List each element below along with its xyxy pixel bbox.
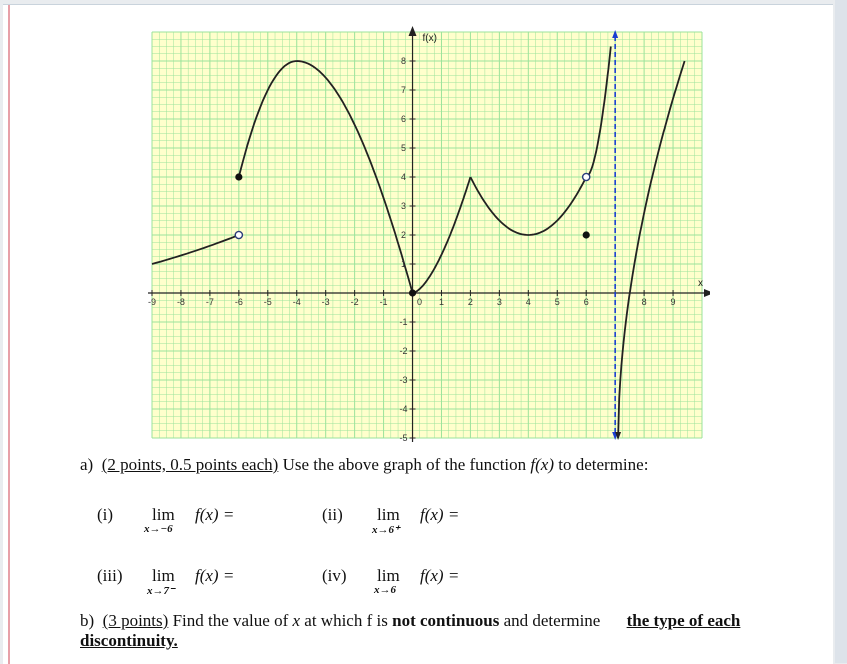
x-tick-label: 1 [438, 297, 444, 307]
x-tick-label: -2 [350, 297, 359, 307]
limit-subscript: x→7⁻ [147, 585, 175, 597]
question-b-bold: not continuous [392, 611, 500, 630]
limit-word: lim [152, 566, 175, 585]
limit-expression: f(x) = [195, 566, 235, 585]
x-tick-label: -7 [205, 297, 214, 307]
question-a-label: a) [80, 455, 94, 474]
x-tick-label: 3 [496, 297, 502, 307]
question-b-underline: the type of each discontinuity. [80, 611, 741, 650]
limit-word: lim [377, 505, 400, 524]
open-point [235, 231, 242, 238]
x-tick-label: 8 [641, 297, 647, 307]
limit-subscript: x→6 [374, 584, 396, 596]
grid [152, 32, 702, 438]
limit-expression: f(x) = [195, 505, 235, 524]
x-tick-label: -5 [263, 297, 272, 307]
limit-expression: f(x) = [420, 505, 460, 524]
y-tick-label: 7 [401, 85, 407, 95]
x-tick-label: -4 [292, 297, 301, 307]
x-tick-label: -6 [234, 297, 243, 307]
y-tick-label: 8 [401, 56, 407, 66]
open-point [583, 173, 590, 180]
question-a-body-after: to determine: [554, 455, 649, 474]
limit-word: lim [377, 566, 400, 585]
limit-subscript: x→−6 [144, 523, 173, 535]
y-tick-label: -4 [399, 404, 408, 414]
y-axis-label: f(x) [422, 33, 437, 44]
limit-number: (iv) [322, 566, 347, 585]
y-tick-label: -3 [399, 375, 408, 385]
y-tick-label: 3 [401, 201, 407, 211]
x-tick-label: 5 [554, 297, 560, 307]
function-graph [140, 26, 710, 444]
x-tick-label: 4 [525, 297, 531, 307]
y-tick-label: 2 [401, 230, 407, 240]
question-b-body1: Find the value of [168, 611, 293, 630]
y-tick-label: -2 [399, 346, 408, 356]
question-b-label: b) [80, 611, 95, 630]
limit-number: (i) [97, 505, 114, 524]
limit-number: (ii) [322, 505, 343, 524]
question-b-body3: and determine [499, 611, 605, 630]
x-axis-label: x [698, 278, 703, 289]
x-tick-label: -3 [321, 297, 330, 307]
x-tick-label: -1 [379, 297, 388, 307]
x-tick-label: -8 [176, 297, 185, 307]
y-tick-label: 4 [401, 172, 407, 182]
question-a [80, 455, 800, 475]
question-a-points: (2 points, 0.5 points each) [101, 455, 279, 474]
question-b-body2: at which f is [300, 611, 393, 630]
y-tick-label: -5 [399, 433, 408, 443]
limit-word: lim [152, 505, 175, 524]
question-a-body-before: Use the above graph of the function [278, 455, 531, 474]
limit-number: (iii) [97, 566, 123, 585]
question-a-function: f(x) [530, 455, 554, 474]
question-b [80, 611, 800, 651]
x-tick-label: 9 [670, 297, 676, 307]
limit-subscript: x→6⁺ [372, 524, 400, 536]
y-tick-label: 6 [401, 114, 407, 124]
y-tick-label: -1 [399, 317, 408, 327]
limit-expression: f(x) = [420, 566, 460, 585]
x-tick-label: 6 [583, 297, 589, 307]
scrollbar-track[interactable] [835, 0, 847, 663]
x-axis-arrow [704, 289, 710, 297]
question-b-var: x [292, 611, 301, 630]
closed-point [409, 289, 416, 296]
margin-line [8, 5, 10, 664]
y-axis-arrow [409, 26, 417, 36]
y-tick-label: 5 [401, 143, 407, 153]
x-tick-label: 2 [467, 297, 473, 307]
x-tick-label: 0 [417, 297, 423, 307]
closed-point [583, 231, 590, 238]
closed-point [235, 173, 242, 180]
question-b-points: (3 points) [102, 611, 169, 630]
x-tick-label: -9 [147, 297, 157, 307]
y-tick-label: 1 [401, 259, 407, 269]
